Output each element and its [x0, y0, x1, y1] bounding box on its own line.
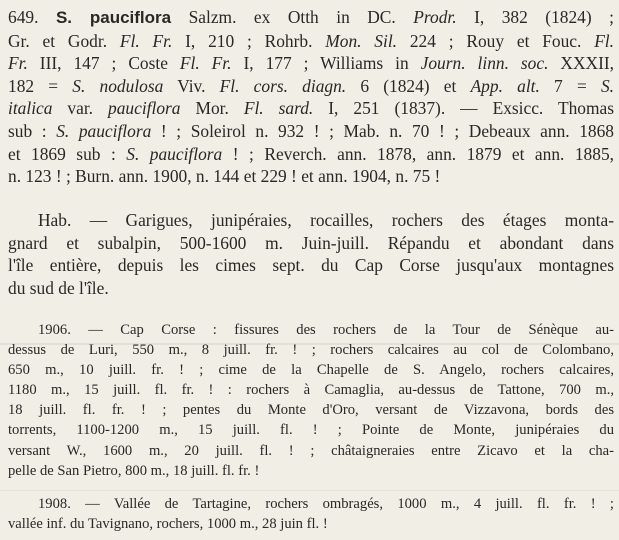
- entry-number: 649.: [8, 7, 39, 27]
- entry-line: 182 = S. nodulosa Viv. Fl. cors. diagn. 6 (1824) et App. alt. 7 = S.: [8, 75, 614, 96]
- italic-reference: Fl. sard.: [243, 98, 314, 119]
- italic-reference: pauciflora: [108, 98, 181, 119]
- italic-reference: Fl.: [594, 30, 614, 51]
- entry-line: Gr. et Godr. Fl. Fr. I, 210 ; Rohrb. Mon. Sil. 224 ; Rouy et Fouc. Fl.: [8, 30, 614, 51]
- entry-line: italica var. pauciflora Mor. Fl. sard. I, 251 (1837). — Exsicc. Thomas: [8, 98, 614, 119]
- italic-reference: S.: [600, 75, 614, 96]
- italic-reference: Prodr.: [413, 7, 457, 27]
- italic-reference: App. alt.: [470, 75, 540, 96]
- italic-reference: Fl. Fr.: [179, 53, 232, 74]
- species-entry: [8, 6, 614, 188]
- habitat-line: gnard et subalpin, 500-1600 m. Juin-juill. Répandu et abondant dans: [8, 232, 614, 253]
- observation-line: versant W., 1600 m., 20 juill. fl. ! ; châtaigneraies entre Zicavo et la cha-: [8, 442, 614, 459]
- observations-1906: [8, 320, 614, 481]
- italic-reference: Fr.: [8, 53, 28, 74]
- entry-line: [8, 6, 614, 30]
- italic-reference: S. pauciflora: [126, 143, 223, 164]
- entry-line: Fr. III, 147 ; Coste Fl. Fr. I, 177 ; Williams in Journ. linn. soc. XXXII,: [8, 53, 615, 74]
- observation-line: pelle de San Pietro, 800 m., 18 juill. fl. fr. !: [8, 462, 260, 479]
- observation-line: 1906. — Cap Corse : fissures des rochers de la Tour de Sénèque au-: [38, 322, 614, 338]
- habitat-line: du sud de l'île.: [8, 277, 109, 298]
- observation-line: 650 m., 10 juill. fr. ! ; cime de la Chapelle de S. Angelo, rochers calcaires,: [8, 362, 614, 379]
- scan-seam: [0, 490, 619, 491]
- italic-reference: Mon. Sil.: [325, 30, 398, 51]
- italic-reference: S. pauciflora: [56, 120, 152, 141]
- observation-line: 1180 m., 15 juill. fl. fr. ! : rochers à Camaglia, au-dessus de Tattone, 700 m.,: [8, 382, 614, 399]
- species-name: S. pauciflora: [55, 8, 172, 27]
- italic-reference: S. nodulosa: [72, 75, 164, 96]
- observation-line: dessus de Luri, 550 m., 8 juill. fr. ! ; rochers calcaires au col de Colombano,: [8, 342, 614, 359]
- italic-reference: italica: [8, 98, 53, 119]
- observation-line: vallée inf. du Tavignano, rochers, 1000 m., 28 juin fl. !: [8, 516, 328, 533]
- habitat-line: l'île entière, depuis les cimes sept. du Cap Corse jusqu'aux montagnes: [8, 255, 614, 276]
- observation-line: torrents, 1100-1200 m., 15 juill. fl. ! ; Pointe de Monte, junipéraies du: [8, 422, 614, 439]
- habitat-line: Hab. — Garigues, junipéraies, rocailles, rochers des étages monta-: [38, 210, 614, 230]
- entry-line: n. 123 ! ; Burn. ann. 1900, n. 144 et 229 ! et ann. 1904, n. 75 !: [8, 166, 441, 187]
- observations-1908: [8, 494, 614, 534]
- observation-line: 1908. — Vallée de Tartagine, rochers ombragés, 1000 m., 4 juill. fl. fr. ! ;: [38, 496, 614, 512]
- italic-reference: Journ. linn. soc.: [420, 53, 549, 74]
- observation-line: 18 juill. fl. fr. ! ; pentes du Monte d'Oro, versant de Vizzavona, bords des: [8, 402, 614, 419]
- entry-line: sub : S. pauciflora ! ; Soleirol n. 932 ! ; Mab. n. 70 ! ; Debeaux ann. 1868: [8, 120, 614, 141]
- habitat-paragraph: [8, 209, 614, 299]
- italic-reference: Fl. Fr.: [119, 30, 173, 51]
- entry-line-text: Salzm. ex Otth in DC. Prodr. I, 382 (1824) ;: [171, 7, 614, 27]
- entry-line: et 1869 sub : S. pauciflora ! ; Reverch. ann. 1878, ann. 1879 et ann. 1885,: [8, 143, 614, 164]
- italic-reference: Fl. cors. diagn.: [219, 75, 347, 96]
